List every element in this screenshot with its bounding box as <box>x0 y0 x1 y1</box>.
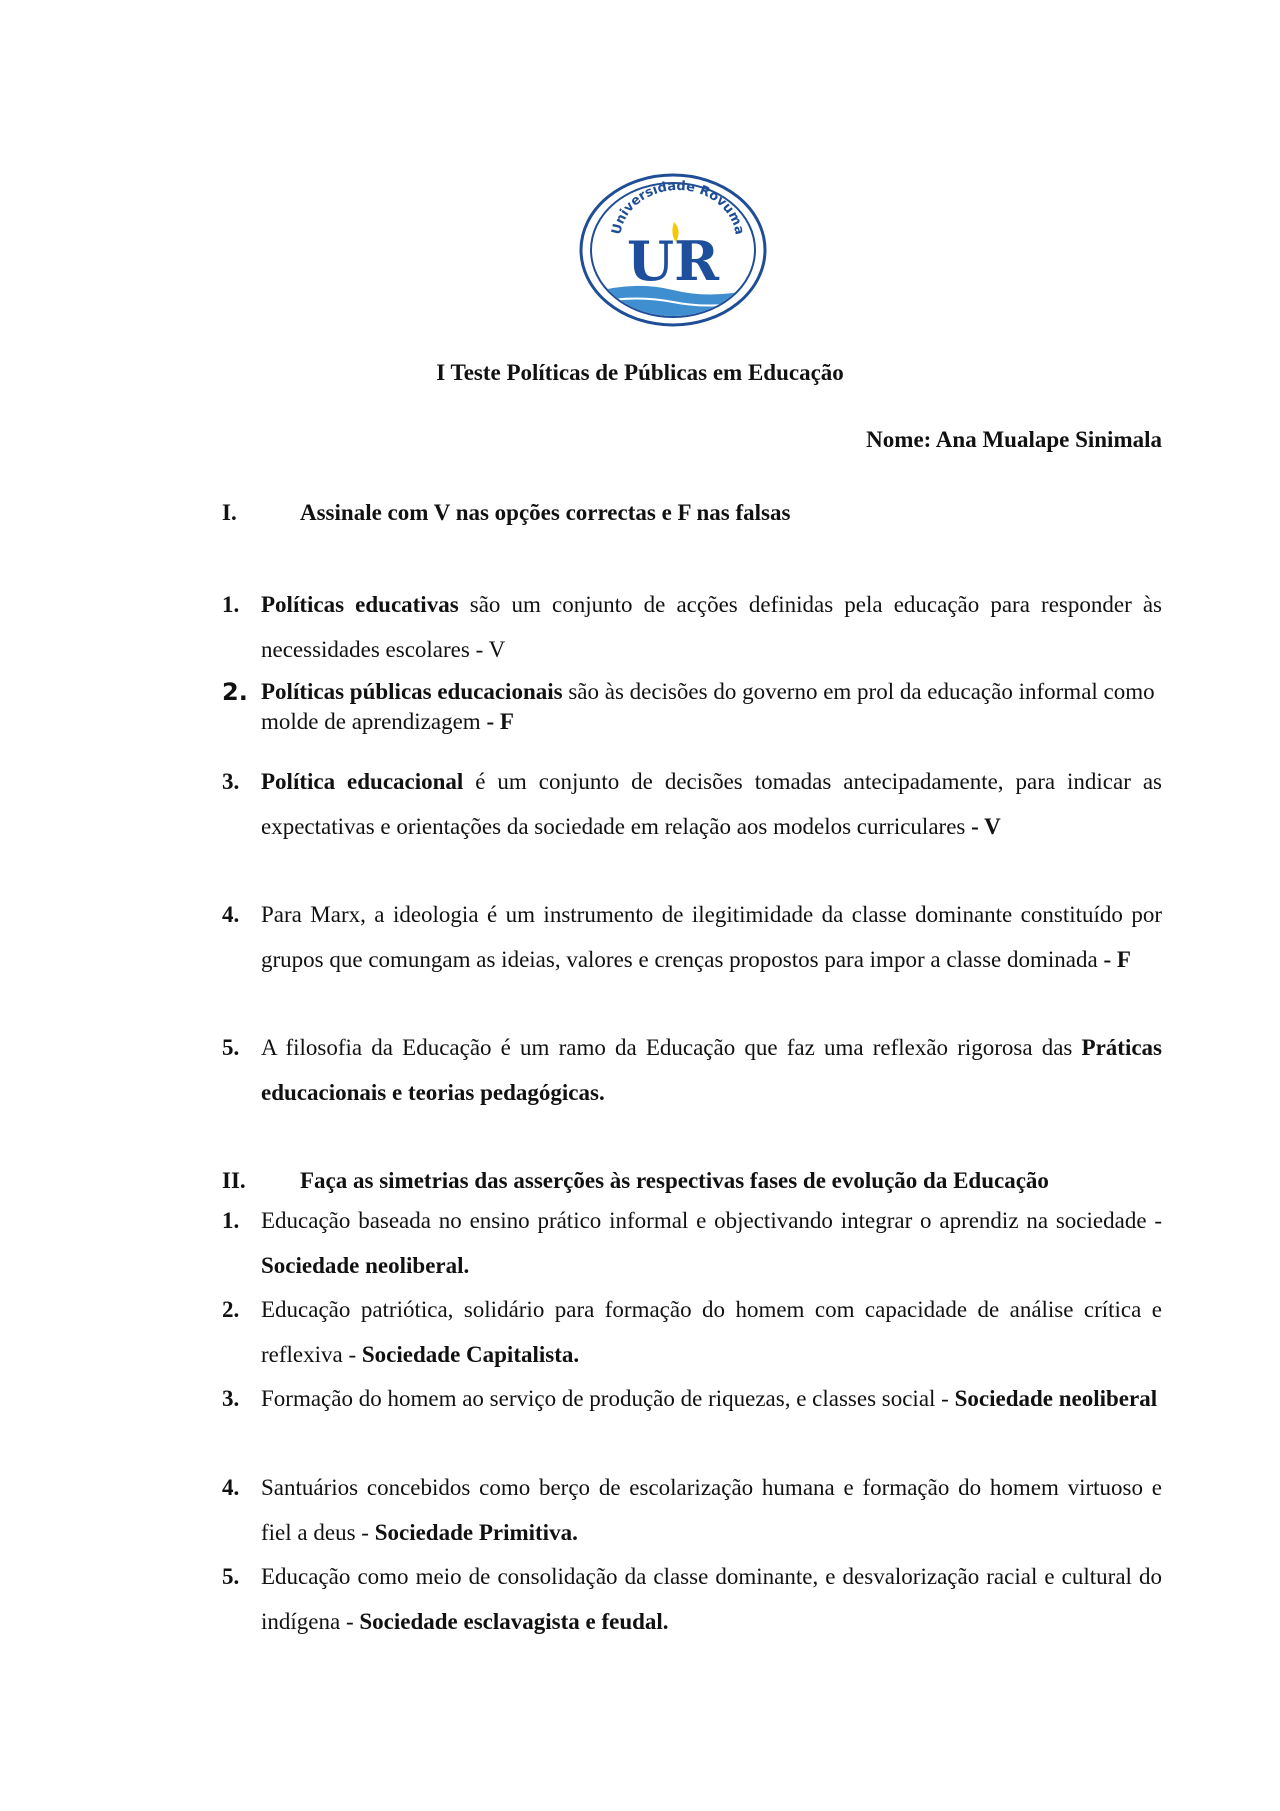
item-text: são um conjunto de acções definidas pela educação para responder às necessidades escolares - V <box>261 592 1162 662</box>
logo-letters: UR <box>627 229 719 293</box>
section-2-item <box>222 1555 1162 1644</box>
section-1-item <box>222 583 1162 672</box>
item-text: Educação patriótica, solidário para formação do homem com capacidade de análise crítica e reflexiva - <box>261 1297 1162 1367</box>
item-answer: - V <box>971 813 1001 839</box>
item-answer: Sociedade esclavagista e feudal. <box>359 1608 669 1634</box>
section-2-item <box>222 1288 1162 1377</box>
section-2-numeral: II. <box>222 1168 246 1193</box>
item-text: é um conjunto de decisões tomadas antecipadamente, para indicar as expectativas e orientações da sociedade em relação aos modelos curriculares <box>261 769 1162 839</box>
section-2-item <box>222 1377 1162 1422</box>
item-answer: Práticas educacionais e teorias pedagógicas. <box>261 1035 1162 1105</box>
section-1-numeral: I. <box>222 500 237 525</box>
item-number: 1. <box>222 592 240 617</box>
item-bold-lead: Políticas públicas educacionais <box>261 679 563 704</box>
section-2-item <box>222 1466 1162 1555</box>
item-number: 2. <box>222 678 248 706</box>
item-text: Educação como meio de consolidação da classe dominante, e desvalorização racial e cultural do indígena - <box>261 1564 1162 1634</box>
item-number: 5. <box>222 1035 240 1060</box>
item-number: 1. <box>222 1208 240 1233</box>
student-name: Nome: Ana Mualape Sinimala <box>866 427 1162 452</box>
section-2-title: Faça as simetrias das asserções às respectivas fases de evolução da Educação <box>300 1168 1049 1193</box>
section-2-item <box>222 1199 1162 1288</box>
item-number: 3. <box>222 769 240 794</box>
item-text: Educação baseada no ensino prático informal e objectivando integrar o aprendiz na sociedade - <box>261 1208 1162 1233</box>
item-text: são às decisões do governo em prol da educação informal como molde de aprendizagem <box>261 679 1155 734</box>
item-text: Santuários concebidos como berço de escolarização humana e formação do homem virtuoso e fiel a deus - <box>261 1475 1162 1545</box>
item-bold-lead: Política educacional <box>261 769 464 794</box>
section-1-item <box>222 760 1162 849</box>
item-number: 4. <box>222 1475 240 1500</box>
university-logo <box>578 172 768 328</box>
item-number: 5. <box>222 1564 240 1589</box>
section-1-item <box>222 893 1162 982</box>
item-text: A filosofia da Educação é um ramo da Educação que faz uma reflexão rigorosa das <box>261 1035 1082 1060</box>
item-number: 2. <box>222 1297 240 1322</box>
section-1-title: Assinale com V nas opções correctas e F nas falsas <box>300 500 791 525</box>
item-number: 4. <box>222 902 240 927</box>
item-number: 3. <box>222 1386 240 1411</box>
item-text: Para Marx, a ideologia é um instrumento de ilegitimidade da classe dominante constituído por grupos que comungam as ideias, valores e crenças propostos para impor a classe dominada <box>261 902 1162 972</box>
item-answer: Sociedade neoliberal <box>954 1386 1158 1411</box>
item-bold-lead: Políticas educativas <box>261 592 459 617</box>
item-answer: Sociedade neoliberal. <box>261 1252 470 1278</box>
item-text: Formação do homem ao serviço de produção de riquezas, e classes social - <box>261 1386 955 1411</box>
item-answer: Sociedade Primitiva. <box>374 1519 578 1545</box>
section-1-item <box>222 1026 1162 1115</box>
section-1-item <box>222 677 1162 737</box>
logo-arc-text: Universidade Rovuma <box>609 178 747 237</box>
document-title: I Teste Políticas de Públicas em Educação <box>436 360 844 385</box>
item-answer: Sociedade Capitalista. <box>361 1341 580 1367</box>
item-answer: - F <box>1103 946 1131 972</box>
item-answer: - F <box>486 709 514 734</box>
